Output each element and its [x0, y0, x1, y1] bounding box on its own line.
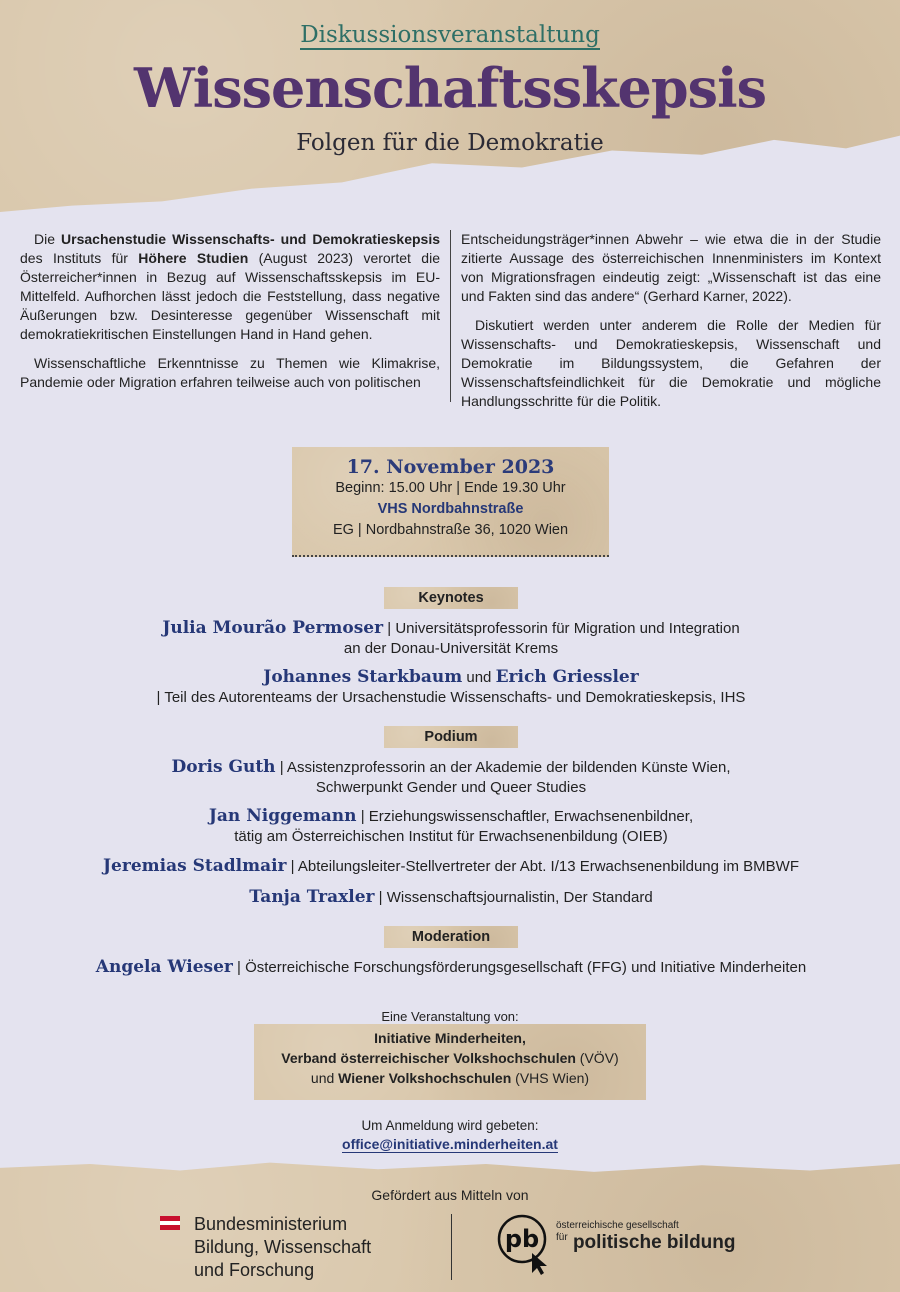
- speaker-entry: Julia Mourão Permoser | Universitätsprofessorin für Migration und Integration an der Donau-Universität Krems: [162, 618, 740, 657]
- intro-paragraph: Entscheidungsträger*innen Abwehr – wie etwa die in der Studie zitierte Aussage des österreichischen Innenministers im Kontext von Migrationsfragen eindeutig zeigt: „Wissenschaft ist das eine und Fakten sind das andere“ (Gerhard Karner, 2022).: [461, 231, 881, 304]
- event-details: [292, 447, 609, 557]
- section-label-keynotes: Keynotes: [384, 587, 518, 609]
- event-venue: VHS Nordbahnstraße: [377, 501, 524, 517]
- logo-divider: [451, 1214, 452, 1280]
- organizers-box: Initiative Minderheiten, Verband österreichischer Volkshochschulen (VÖV) und Wiener Volkshochschulen (VHS Wien): [254, 1024, 646, 1100]
- registration-email-link[interactable]: office@initiative.minderheiten.at: [342, 1136, 558, 1152]
- event-address: EG | Nordbahnstraße 36, 1020 Wien: [332, 522, 569, 538]
- intro-paragraph: Die Ursachenstudie Wissenschafts- und Demokratieskepsis des Instituts für Höhere Studien (August 2023) verortet die Österreicher*innen in Bezug auf Wissenschaftsskepsis im EU-Mittelfeld. Aufhorchen lässt jedoch die Feststellung, dass negative Äußerungen bzw. Desinteresse gegenüber Wissenschaft mit demokratiekritischen Einstellungen Hand in Hand gehen.: [20, 231, 440, 342]
- registration-text: Um Anmeldung wird gebeten:: [361, 1118, 539, 1133]
- speaker-name: Doris Guth: [171, 757, 276, 777]
- event-date: 17. November 2023: [346, 456, 555, 478]
- pb-logo-icon: [496, 1213, 554, 1275]
- intro-paragraph: Diskutiert werden unter anderem die Rolle der Medien für Wissenschafts- und Demokratieskepsis, Wissenschaft und Demokratie im Bildungssystem, die Gefahren der Wissenschaftsfeindlichkeit für die Demokratie und mögliche Handlungsschritte für die Politik.: [461, 317, 881, 409]
- speaker-name: Angela Wieser: [95, 957, 233, 977]
- intro-paragraph: Wissenschaftliche Erkenntnisse zu Themen wie Klimakrise, Pandemie oder Migration erfahren teilweise auch von politischen: [20, 355, 440, 390]
- speaker-name: Jeremias Stadlmair: [103, 856, 287, 876]
- speaker-entry: Jeremias Stadlmair | Abteilungsleiter-Stellvertreter der Abt. I/13 Erwachsenenbildung im BMBWF: [103, 856, 799, 876]
- funding-text: Gefördert aus Mitteln von: [371, 1187, 529, 1203]
- registration-line: [0, 1136, 900, 1152]
- speaker-name: Jan Niggemann: [208, 806, 357, 826]
- page-subtitle: Folgen für die Demokratie: [296, 130, 604, 156]
- speaker-name: Erich Griessler: [495, 667, 639, 687]
- footer-paper: [0, 1160, 900, 1292]
- pb-name-big: $^{für}$ politische bildung: [556, 1232, 736, 1253]
- speaker-entry: Tanja Traxler | Wissenschaftsjournalistin, Der Standard: [249, 887, 653, 907]
- speaker-name: Johannes Starkbaum: [263, 667, 463, 687]
- speaker-entry: Jan Niggemann | Erziehungswissenschaftler, Erwachsenenbildner, tätig am Österreichischen Institut für Erwachsenenbildung (OIEB): [208, 806, 694, 845]
- section-label-podium: Podium: [384, 726, 518, 748]
- column-divider: [450, 230, 451, 402]
- intro-column-right: [461, 230, 881, 421]
- intro-column-left: [20, 230, 440, 421]
- organizers-intro: Eine Veranstaltung von:: [381, 1009, 519, 1024]
- event-type: Diskussionsveranstaltung: [300, 22, 600, 48]
- speaker-entry: Johannes Starkbaum und Erich Griessler | Teil des Autorenteams der Ursachenstudie Wissenschafts- und Demokratieskepsis, IHS: [156, 667, 746, 706]
- speaker-name: Tanja Traxler: [249, 887, 375, 907]
- event-time: Beginn: 15.00 Uhr | Ende 19.30 Uhr: [335, 480, 566, 496]
- svg-text:pb: pb: [504, 1225, 540, 1253]
- pb-name-small: österreichische gesellschaft: [556, 1220, 679, 1231]
- intro-text: [20, 230, 882, 421]
- austria-flag-icon: [160, 1216, 180, 1230]
- section-label-moderation: Moderation: [384, 926, 518, 948]
- page-title: Wissenschaftsskepsis: [134, 56, 766, 120]
- speaker-entry: Doris Guth | Assistenzprofessorin an der Akademie der bildenden Künste Wien, Schwerpunkt Gender und Queer Studies: [171, 757, 731, 796]
- speaker-name: Julia Mourão Permoser: [162, 618, 384, 638]
- speaker-entry: Angela Wieser | Österreichische Forschungsförderungsgesellschaft (FFG) und Initiative Minderheiten: [95, 957, 807, 977]
